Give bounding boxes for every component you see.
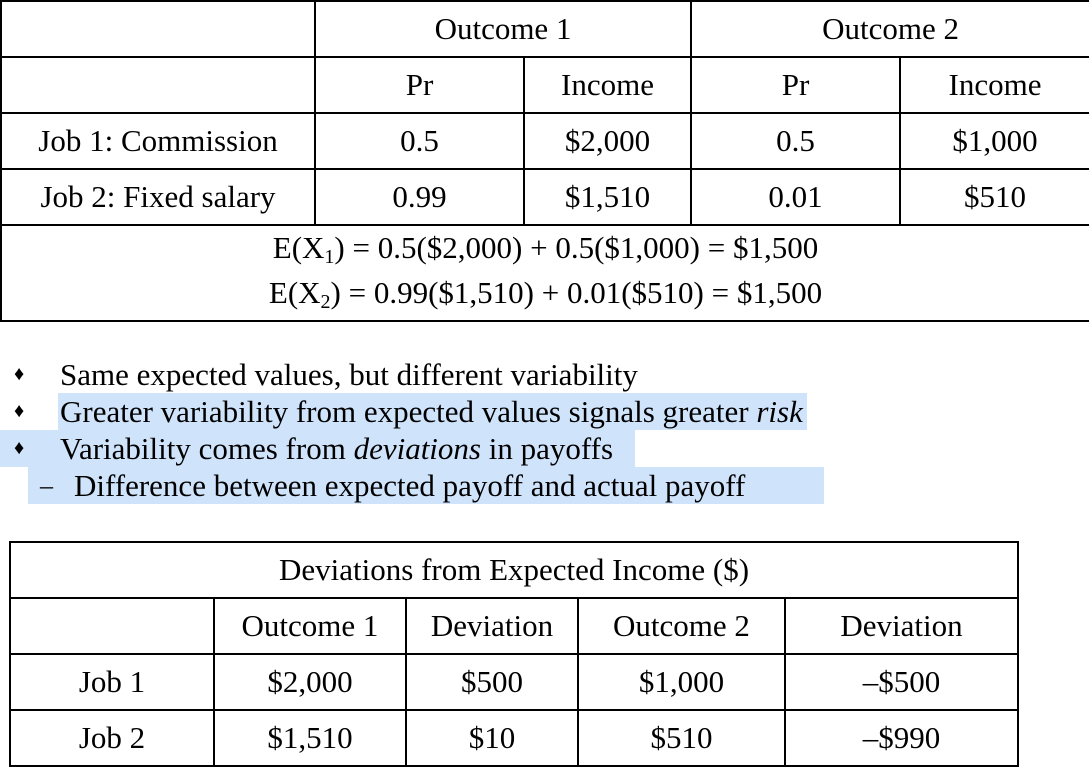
row-label: Job 2 xyxy=(10,710,214,766)
table-cell: $1,000 xyxy=(578,654,785,710)
bullet-item xyxy=(0,356,1089,393)
table-row xyxy=(10,654,1018,710)
bullet-text-highlighted: Variability comes from deviations in payoffs xyxy=(30,430,635,467)
bullet-item xyxy=(0,430,1089,467)
column-header: Deviation xyxy=(406,598,578,654)
table-row xyxy=(10,710,1018,766)
deviations-table xyxy=(9,541,1019,767)
table-cell: $500 xyxy=(406,654,578,710)
dash-bullet-icon: – xyxy=(40,471,53,500)
diamond-bullet-icon: ♦ xyxy=(14,363,25,385)
table-cell: $1,000 xyxy=(900,113,1089,169)
table-title: Deviations from Expected Income ($) xyxy=(10,542,1018,598)
empty-cell xyxy=(1,57,315,113)
header-row xyxy=(10,598,1018,654)
table-cell: $2,000 xyxy=(524,113,691,169)
column-header: Income xyxy=(900,57,1089,113)
outcome-header-row xyxy=(1,1,1089,57)
expectation-row xyxy=(1,225,1089,321)
outcome-header: Outcome 2 xyxy=(691,1,1089,57)
table-cell: $510 xyxy=(578,710,785,766)
empty-cell xyxy=(10,598,214,654)
table-cell: $1,510 xyxy=(214,710,406,766)
table-cell: $10 xyxy=(406,710,578,766)
table-cell: 0.5 xyxy=(315,113,524,169)
diamond-bullet-icon: ♦ xyxy=(14,400,25,422)
table-cell: 0.01 xyxy=(691,169,900,225)
bullet-item xyxy=(0,393,1089,430)
row-label: Job 1 xyxy=(10,654,214,710)
table-cell: 0.5 xyxy=(691,113,900,169)
table-title-row xyxy=(10,542,1018,598)
bullet-text-highlighted: Difference between expected payoff and actual payoff xyxy=(74,468,746,503)
expected-value-formula-1: $E(X_1)$ = 0.5($2,000) + 0.5($1,000) = $1,500 xyxy=(272,230,819,268)
table-cell: 0.99 xyxy=(315,169,524,225)
column-header: Pr xyxy=(691,57,900,113)
subheader-row xyxy=(1,57,1089,113)
table-row xyxy=(1,113,1089,169)
empty-corner-cell xyxy=(1,1,315,57)
expected-value-cell xyxy=(1,225,1089,321)
table-cell: $1,510 xyxy=(524,169,691,225)
expected-value-formula-2: $E(X_2)$ = 0.99($1,510) + 0.01($510) = $1,500 xyxy=(268,275,823,313)
table-cell: $2,000 xyxy=(214,654,406,710)
column-header: Outcome 2 xyxy=(578,598,785,654)
column-header: Outcome 1 xyxy=(214,598,406,654)
table-cell: $510 xyxy=(900,169,1089,225)
row-label: Job 2: Fixed salary xyxy=(1,169,315,225)
sub-bullet-item xyxy=(0,467,1089,504)
table-cell: –$500 xyxy=(785,654,1018,710)
expected-income-table xyxy=(0,0,1089,322)
row-label: Job 1: Commission xyxy=(1,113,315,169)
table-cell: –$990 xyxy=(785,710,1018,766)
table-row xyxy=(1,169,1089,225)
column-header: Pr xyxy=(315,57,524,113)
outcome-header: Outcome 1 xyxy=(315,1,691,57)
column-header: Income xyxy=(524,57,691,113)
bullet-text-highlighted: Greater variability from expected values signals greater risk xyxy=(58,393,807,430)
bullet-list xyxy=(0,356,1089,504)
column-header: Deviation xyxy=(785,598,1018,654)
diamond-bullet-icon: ♦ xyxy=(8,430,30,467)
bullet-text: Same expected values, but different variability xyxy=(60,357,638,392)
